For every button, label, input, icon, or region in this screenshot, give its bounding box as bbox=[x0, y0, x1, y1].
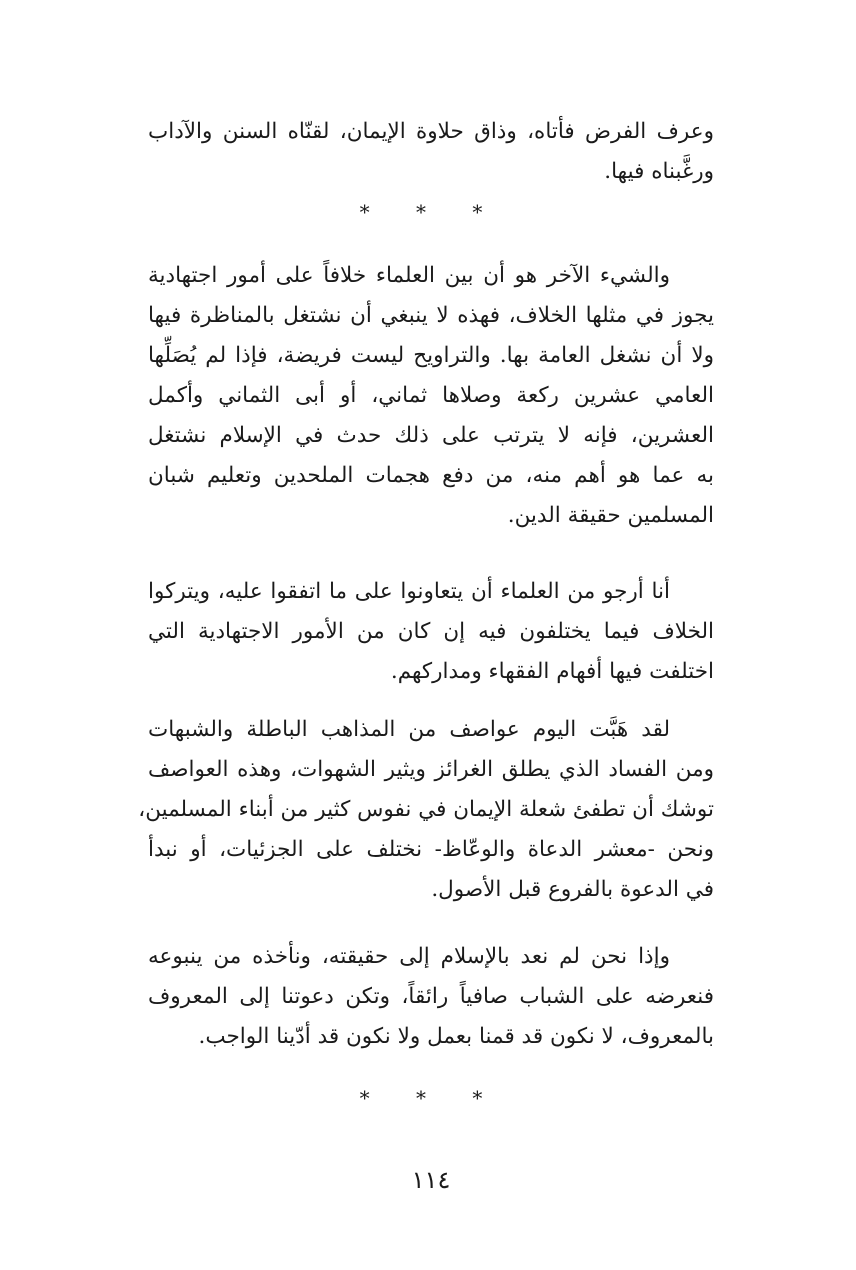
paragraph-storms bbox=[138, 710, 714, 910]
section-separator-bottom: * * * bbox=[359, 1086, 503, 1110]
section-separator-top: * * * bbox=[359, 200, 503, 224]
text-line: فنعرضه على الشباب صافياً رائقاً، وتكن دعوتنا إلى المعروف bbox=[148, 984, 714, 1009]
text-line: أنا أرجو من العلماء أن يتعاونوا على ما اتفقوا عليه، ويتركوا bbox=[148, 579, 670, 604]
text-line: المسلمين حقيقة الدين. bbox=[507, 503, 714, 528]
text-line: به عما هو أهم منه، من دفع هجمات الملحدين وتعليم شبان bbox=[148, 463, 714, 488]
text-line: وعرف الفرض فأتاه، وذاق حلاوة الإيمان، لقنّاه السنن والآداب bbox=[148, 119, 714, 144]
text-line: ومن الفساد الذي يطلق الغرائز ويثير الشهوات، وهذه العواصف bbox=[148, 757, 714, 782]
text-line: ونحن -معشر الدعاة والوعّاظ- نختلف على الجزئيات، أو نبدأ bbox=[148, 837, 714, 862]
text-line: بالمعروف، لا نكون قد قمنا بعمل ولا نكون قد أدّينا الواجب. bbox=[198, 1024, 714, 1049]
text-line: العشرين، فإنه لا يترتب على ذلك حدث في الإسلام نشتغل bbox=[148, 423, 714, 448]
paragraph-ijtihad-disagreement bbox=[148, 256, 714, 536]
book-page bbox=[138, 0, 714, 1270]
text-line: وإذا نحن لم نعد بالإسلام إلى حقيقته، ونأخذه من ينبوعه bbox=[148, 944, 670, 969]
page-number: ١١٤ bbox=[411, 1166, 451, 1194]
text-line: ولا أن نشغل العامة بها. والتراويح ليست فريضة، فإذا لم يُصَلِّها bbox=[148, 343, 714, 368]
text-line: الخلاف فيما يختلفون فيه إن كان من الأمور الاجتهادية التي bbox=[148, 619, 714, 644]
text-line: اختلفت فيها أفهام الفقهاء ومداركهم. bbox=[390, 659, 714, 684]
text-line: والشيء الآخر هو أن بين العلماء خلافاً على أمور اجتهادية bbox=[148, 263, 670, 288]
paragraph-return-to-islam bbox=[148, 937, 714, 1057]
text-line: ورغَّبناه فيها. bbox=[604, 159, 714, 184]
text-line: في الدعوة بالفروع قبل الأصول. bbox=[431, 877, 714, 902]
text-line: توشك أن تطفئ شعلة الإيمان في نفوس كثير من أبناء المسلمين، bbox=[138, 797, 714, 822]
text-line: يجوز في مثلها الخلاف، فهذه لا ينبغي أن نشتغل بالمناظرة فيها bbox=[148, 303, 714, 328]
paragraph-cooperation bbox=[148, 572, 714, 692]
text-line: العامي عشرين ركعة وصلاها ثماني، أو أبى الثماني وأكمل bbox=[148, 383, 714, 408]
paragraph-continuation bbox=[148, 112, 714, 192]
text-line: لقد هَبَّت اليوم عواصف من المذاهب الباطلة والشبهات bbox=[148, 717, 670, 742]
